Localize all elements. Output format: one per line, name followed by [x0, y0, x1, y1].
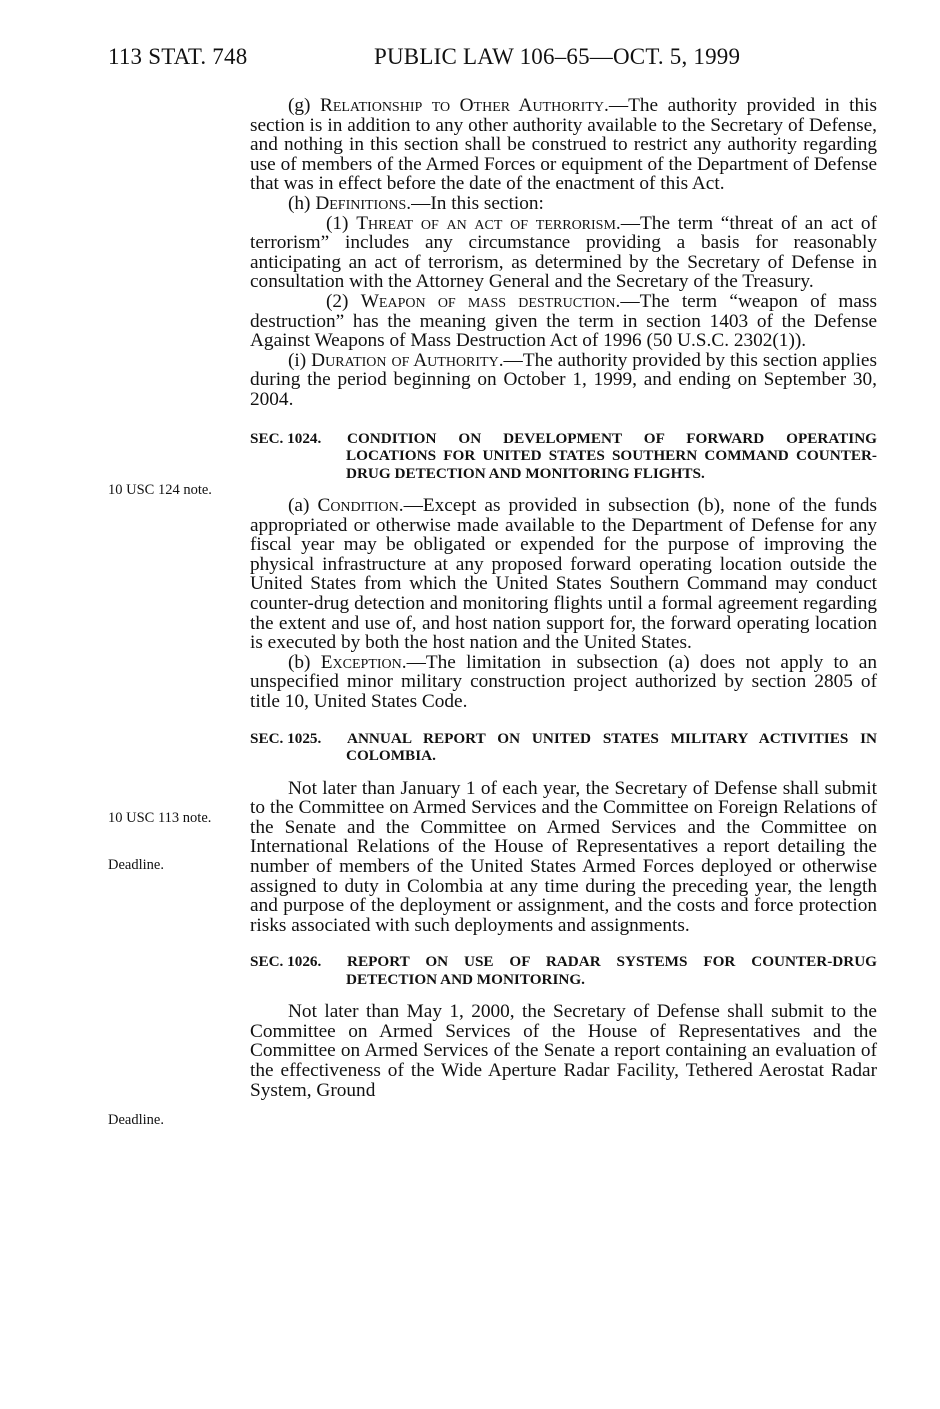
subsection-h-heading: Definitions.: [315, 192, 412, 214]
section-1024-a-heading: Condition.: [317, 495, 404, 516]
subsection-h-number: (h): [288, 192, 311, 214]
stat-page-number: 113 STAT. 748: [108, 44, 248, 69]
subsection-i-text: —The authority provided by this section applies during the period beginning on October 1, 1999, and ending on September 30, 2004.: [250, 349, 877, 410]
section-1024-b-number: (b): [288, 651, 311, 673]
paragraph-h-1: [250, 214, 877, 292]
margin-note-sec-1024: 10 USC 124 note.: [108, 482, 212, 498]
section-1026-title: REPORT ON USE OF RADAR SYSTEMS FOR COUNTER-DRUG DETECTION AND MONITORING.: [346, 953, 877, 988]
section-1024-title: CONDITION ON DEVELOPMENT OF FORWARD OPERATING LOCATIONS FOR UNITED STATES SOUTHERN COMMAND COUNTER-DRUG DETECTION AND MONITORING FLIGHTS.: [346, 429, 877, 482]
paragraph-h-2-number: (2): [326, 290, 349, 312]
section-1025-text: Not later than January 1 of each year, the Secretary of Defense shall submit to the Committee on Armed Services and the Committee on Foreign Relations of the Senate and the Committee on Armed Services and the Committee on International Relations of the House of Representatives a report detailing the number of members of the United States Armed Forces deployed or otherwise assigned to duty in Colombia at any time during the preceding year, the length and purpose of the deployment or assignment, and the costs and force protection risks associated with such deployments and assignments.: [250, 777, 877, 936]
paragraph-h-2-text: —The term “weapon of mass destruction” has the meaning given the term in section 1403 of the Defense Against Weapons of Mass Destruction Act of 1996 (50 U.S.C. 2302(1)).: [250, 290, 877, 352]
section-1024-a-text: —Except as provided in subsection (b), none of the funds appropriated or otherwise made available to the Department of Defense for any fiscal year may be obligated or expended for the purpose of improving the physical infrastructure at any proposed forward operating location outside the United States from which the United States Southern Command may conduct counter-drug detection and monitoring flights until a formal agreement regarding the extent and use of, and host nation support for, the forward operating location is executed by both the host nation and the United States.: [250, 495, 877, 654]
section-1024-a-number: (a): [288, 495, 310, 516]
paragraph-h-2-heading: Weapon of mass destruction.: [360, 290, 621, 312]
section-1024-subsection-a: [250, 496, 877, 653]
subsection-g: [250, 96, 877, 194]
margin-note-sec-1025: 10 USC 113 note.: [108, 810, 212, 826]
section-1026-label: SEC. 1026.: [250, 953, 322, 971]
subsection-i-heading: Duration of Authority.: [311, 349, 504, 371]
margin-note-deadline-1025: Deadline.: [108, 857, 164, 873]
section-1025-label: SEC. 1025.: [250, 729, 322, 747]
section-1024-subsection-b: [250, 653, 877, 712]
section-1024-heading: [250, 430, 877, 483]
subsection-g-number: (g): [288, 95, 311, 116]
section-1024-label: SEC. 1024.: [250, 429, 322, 447]
subsection-g-text: —The authority provided in this section is in addition to any other authority available to the Secretary of Defense, and nothing in this section shall be construed to restrict any authority regarding use of members of the Armed Forces or equipment of the Department of Defense that was in effect before the date of the enactment of this Act.: [250, 95, 878, 195]
subsection-h: [250, 194, 877, 214]
body-text-column: [250, 96, 877, 1100]
section-1024-b-text: —The limitation in subsection (a) does not apply to an unspecified minor military construction project authorized by section 2805 of title 10, United States Code.: [250, 651, 877, 712]
section-1026-text: Not later than May 1, 2000, the Secretary of Defense shall submit to the Committee on Armed Services of the House of Representatives and the Committee on Armed Services of the Senate a report containing an evaluation of the effectiveness of the Wide Aperture Radar Facility, Tethered Aerostat Radar System, Ground: [250, 1001, 877, 1101]
paragraph-h-1-heading: Threat of an act of terrorism.: [356, 212, 621, 234]
margin-note-deadline-1026: Deadline.: [108, 1112, 164, 1128]
section-1025-title: ANNUAL REPORT ON UNITED STATES MILITARY ACTIVITIES IN COLOMBIA.: [346, 729, 877, 765]
paragraph-h-1-text: —The term “threat of an act of terrorism” includes any circumstance providing a basis for reasonably anticipating an act of terrorism, as determined by the Secretary of Defense in consultation with the Attorney General and the Secretary of the Treasury.: [250, 212, 877, 293]
paragraph-h-2: [250, 292, 877, 351]
paragraph-h-1-number: (1): [326, 212, 349, 234]
section-1026-heading: [250, 953, 877, 988]
subsection-h-text: —In this section:: [411, 192, 544, 214]
section-1024-b-heading: Exception.: [320, 651, 407, 673]
subsection-g-heading: Relationship to Other Authority.: [319, 95, 609, 116]
running-header-title: PUBLIC LAW 106–65—OCT. 5, 1999: [374, 44, 741, 69]
subsection-i: [250, 351, 877, 410]
section-1025-heading: [250, 730, 877, 765]
subsection-i-number: (i): [288, 349, 307, 371]
